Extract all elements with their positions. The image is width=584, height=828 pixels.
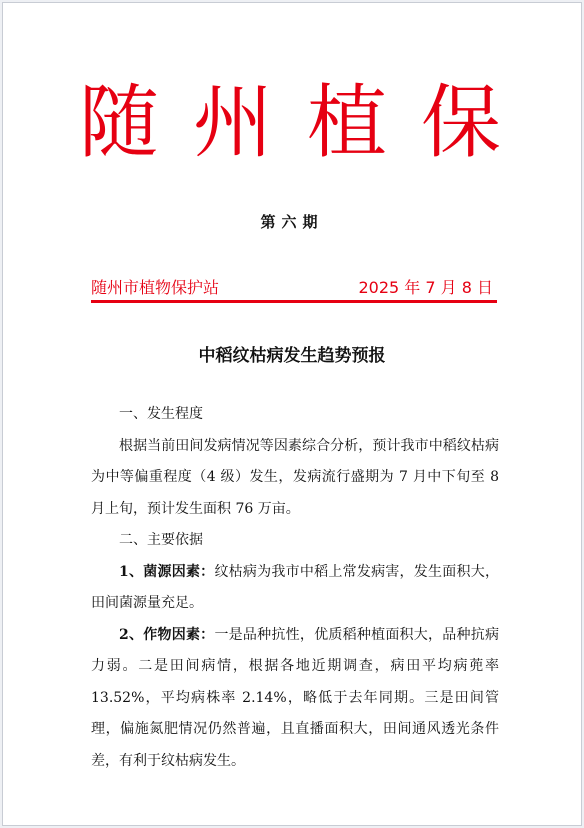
point-1-text: 纹枯病为我市中稻上常发病害，发生面积大，田间菌源量充足。 bbox=[91, 563, 500, 611]
header-divider bbox=[91, 300, 497, 303]
section-1-paragraph: 根据当前田间发病情况等因素综合分析，预计我市中稻纹枯病为中等偏重程度（4 级）发生，发病流行盛期为 7 月中下旬至 8 月上旬，预计发生面积 76 万亩。 bbox=[91, 437, 499, 517]
publish-date: 2025 年 7 月 8 日 bbox=[358, 278, 493, 297]
publisher-name: 随州市植物保护站 bbox=[91, 278, 220, 297]
document-page bbox=[2, 2, 582, 826]
point-1-paragraph bbox=[91, 557, 499, 620]
point-2-text: 一是品种抗性，优质稻种植面积大，品种抗病力弱。二是田间病情，根据各地近期调查，病田平均病蔸率 13.52%，平均病株率 2.14%，略低于去年同期。三是田间管理，偏施氮肥情况仍然普遍，且直播面积大，田间通风透光条件差，有利于纹枯病发生。 bbox=[91, 626, 500, 769]
point-2-label: 2、作物因素： bbox=[119, 626, 215, 643]
section-2-heading: 二、主要依据 bbox=[119, 532, 203, 548]
masthead-title: 随州植保 bbox=[79, 76, 535, 169]
report-body bbox=[91, 399, 499, 777]
point-1-label: 1、菌源因素： bbox=[119, 563, 215, 580]
point-2-paragraph bbox=[91, 620, 499, 778]
report-title: 中稻纹枯病发生趋势预报 bbox=[198, 346, 386, 366]
issue-number: 第六期 bbox=[260, 213, 324, 231]
section-1-heading: 一、发生程度 bbox=[119, 406, 203, 422]
